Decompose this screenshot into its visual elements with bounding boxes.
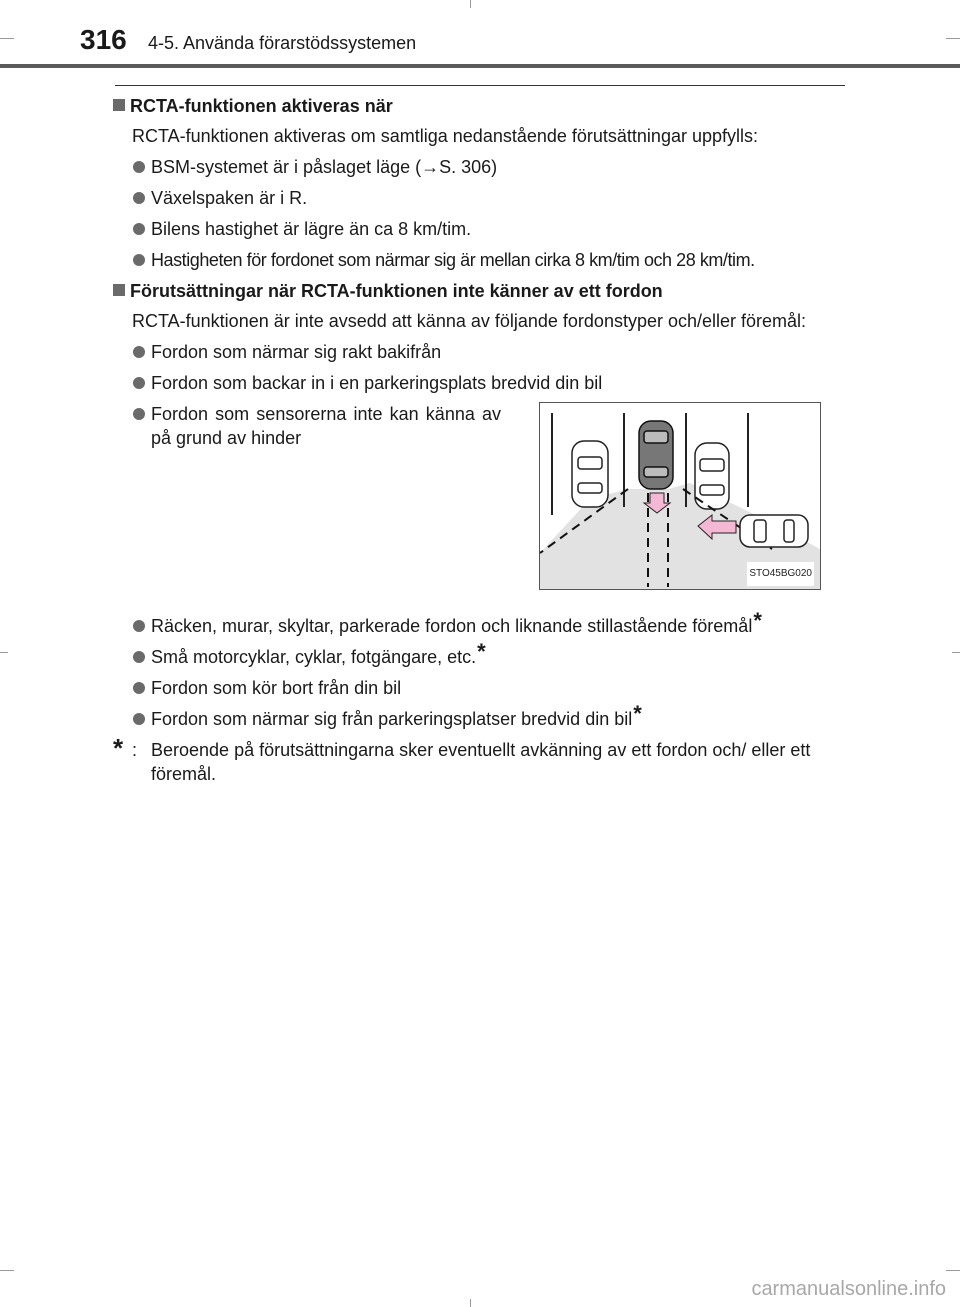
list-item: [113, 608, 843, 638]
heading-text: Förutsättningar när RCTA-funktionen inte känner av ett fordon: [130, 281, 663, 301]
figure-code: STO45BG020: [747, 562, 814, 586]
bullet-icon: [133, 223, 145, 235]
list-item-text: Fordon som närmar sig rakt bakifrån: [151, 342, 442, 362]
bullet-icon: [133, 408, 145, 420]
bullet-icon: [133, 620, 145, 632]
list-item: [113, 217, 843, 241]
heading-text: RCTA-funktionen aktiveras när: [130, 96, 393, 116]
list-item-text: Räcken, murar, skyltar, parkerade fordon och liknande stillastående föremål: [151, 616, 753, 636]
list-item: [113, 701, 843, 731]
list-item-text: Fordon som sensorerna inte kan känna av på grund av hinder: [151, 404, 501, 448]
list-item-text: Små motorcyklar, cyklar, fotgängare, etc.: [151, 647, 477, 667]
asterisk-marker: *: [477, 639, 486, 664]
section-heading-limitations: [113, 279, 843, 303]
bullet-icon: [133, 651, 145, 663]
crop-mark: [470, 0, 471, 8]
list-item: [113, 186, 843, 210]
bullet-icon: [133, 254, 145, 266]
crop-mark: [952, 652, 960, 653]
crop-mark: [0, 1270, 14, 1271]
list-item-text: Fordon som kör bort från din bil: [151, 678, 402, 698]
paragraph: RCTA-funktionen aktiveras om samtliga nedanstående förutsättningar uppfylls:: [132, 126, 758, 146]
list-item-text: Fordon som backar in i en parkeringsplats bredvid din bil: [151, 373, 603, 393]
parking-illustration: [539, 402, 821, 590]
crop-mark: [470, 1299, 471, 1307]
header-rule: [0, 64, 960, 68]
list-item: [113, 340, 843, 364]
bullet-icon: [133, 682, 145, 694]
content-rule: [115, 85, 845, 86]
list-item: [113, 371, 843, 395]
list-item-text: Hastigheten för fordonet som närmar sig är mellan cirka 8 km/tim och 28 km/tim.: [151, 250, 755, 270]
list-item: [113, 639, 843, 669]
footnote-marker: *: [113, 733, 124, 763]
section-heading-activation: [113, 94, 843, 118]
crop-mark: [0, 38, 14, 39]
asterisk-marker: *: [633, 701, 642, 726]
bullet-icon: [133, 377, 145, 389]
list-item: [113, 676, 843, 700]
page-content: [113, 94, 843, 786]
paragraph: RCTA-funktionen är inte avsedd att känna av följande fordonstyper och/eller föremål:: [132, 311, 807, 331]
watermark: carmanualsonline.info: [751, 1278, 946, 1300]
list-item-text: Fordon som närmar sig från parkeringsplatser bredvid din bil: [151, 709, 633, 729]
square-bullet-icon: [113, 284, 125, 296]
list-item: [113, 155, 843, 179]
bullet-icon: [133, 192, 145, 204]
footnote-text: Beroende på förutsättningarna sker eventuellt avkänning av ett fordon och/ eller ett föremål.: [151, 740, 811, 784]
asterisk-marker: *: [753, 608, 762, 633]
bullet-icon: [133, 346, 145, 358]
square-bullet-icon: [113, 99, 125, 111]
figure-row: [113, 402, 843, 610]
footnote: [113, 733, 843, 786]
chapter-title: 4-5. Använda förarstödssystemen: [148, 33, 417, 53]
list-item-text: BSM-systemet är i påslaget läge (→S. 306): [151, 157, 498, 177]
list-item-text: Växelspaken är i R.: [151, 188, 308, 208]
crop-mark: [946, 1270, 960, 1271]
list-item: [113, 402, 501, 450]
footnote-colon: :: [132, 740, 138, 760]
bullet-icon: [133, 161, 145, 173]
list-item: [113, 248, 843, 272]
crop-mark: [946, 38, 960, 39]
crop-mark: [0, 652, 8, 653]
list-item-text: Bilens hastighet är lägre än ca 8 km/tim.: [151, 219, 472, 239]
bullet-icon: [133, 713, 145, 725]
page-number: 316: [80, 24, 127, 55]
